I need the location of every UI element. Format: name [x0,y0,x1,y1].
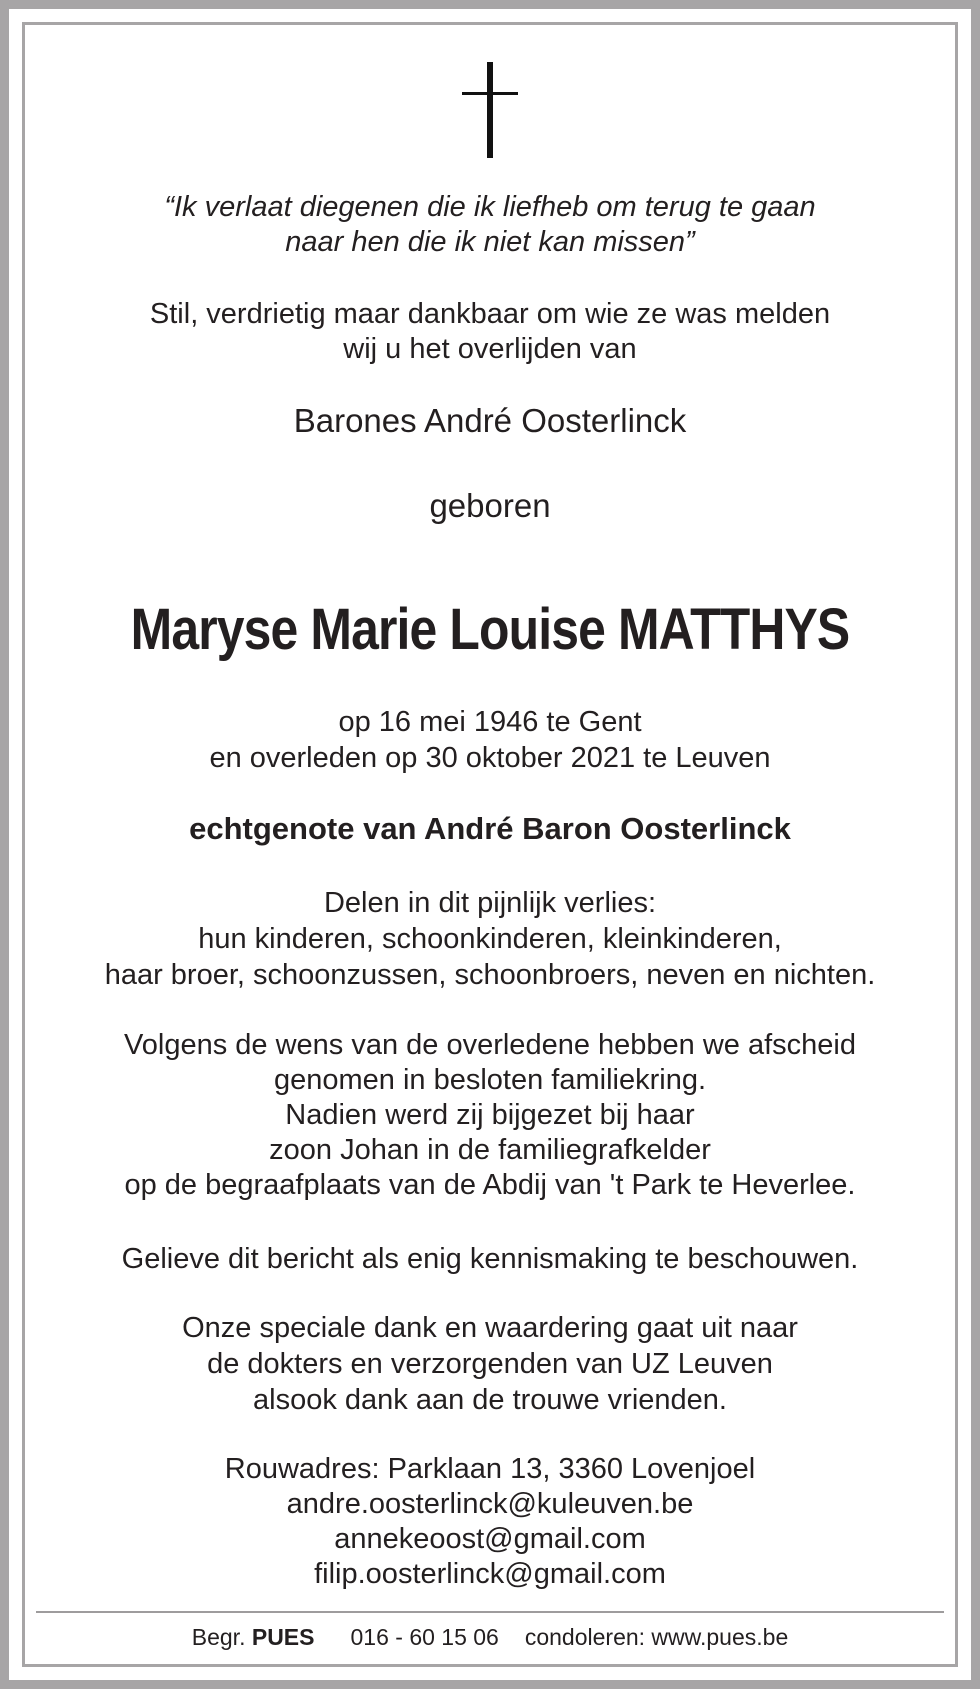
condolence-link[interactable]: condoleren: www.pues.be [524,1624,789,1650]
farewell-line: genomen in besloten familiekring. [273,1064,707,1096]
family-line: Delen in dit pijnlijk verlies: [323,887,657,919]
farewell-line: op de begraafplaats van de Abdij van 't Park te Heverlee. [124,1169,856,1201]
funeral-home-footer [22,1621,958,1653]
death-line: en overleden op 30 oktober 2021 te Leuven [209,742,771,774]
email-address[interactable]: annekeoost@gmail.com [334,1523,646,1555]
funeral-home-name: PUES [251,1624,315,1650]
email-address[interactable]: andre.oosterlinck@kuleuven.be [286,1488,694,1520]
farewell-line: zoon Johan in de familiegrafkelder [269,1134,711,1166]
born-label: geboren [429,487,551,524]
title-name: Barones André Oosterlinck [293,402,687,439]
postal-address: Rouwadres: Parklaan 13, 3360 Lovenjoel [224,1453,756,1485]
family-line: haar broer, schoonzussen, schoonbroers, neven en nichten. [104,959,876,991]
farewell-details [22,1028,958,1203]
deceased-name: Maryse Marie Louise MATTHYS [130,597,850,662]
condolence-address [22,1452,958,1592]
spouse-line: echtgenote van André Baron Oosterlinck [189,811,791,846]
cross-icon [462,62,518,158]
thanks-line: alsook dank aan de trouwe vrienden. [253,1384,727,1416]
funeral-home-phone[interactable]: 016 - 60 15 06 [350,1624,499,1650]
quote-line: naar hen die ik niet kan missen” [285,226,695,258]
footer-divider [36,1611,944,1613]
life-dates [22,704,958,776]
quote [22,190,958,260]
birth-line: op 16 mei 1946 te Gent [338,706,642,738]
thanks-line: de dokters en verzorgenden van UZ Leuven [207,1348,773,1380]
notice-request: Gelieve dit bericht als enig kennismaking te beschouwen. [121,1243,859,1275]
family-line: hun kinderen, schoonkinderen, kleinkinderen, [198,923,782,955]
thanks-note [22,1310,958,1418]
announcement-intro [22,297,958,367]
quote-line: “Ik verlaat diegenen die ik liefheb om terug te gaan [164,191,816,223]
email-address[interactable]: filip.oosterlinck@gmail.com [314,1558,666,1590]
intro-line: wij u het overlijden van [343,333,637,365]
footer-prefix: Begr. [191,1624,246,1650]
thanks-line: Onze speciale dank en waardering gaat uit naar [182,1312,798,1344]
farewell-line: Volgens de wens van de overledene hebben we afscheid [124,1029,856,1061]
grieving-family [22,885,958,993]
farewell-line: Nadien werd zij bijgezet bij haar [285,1099,695,1131]
intro-line: Stil, verdrietig maar dankbaar om wie ze was melden [149,298,831,330]
